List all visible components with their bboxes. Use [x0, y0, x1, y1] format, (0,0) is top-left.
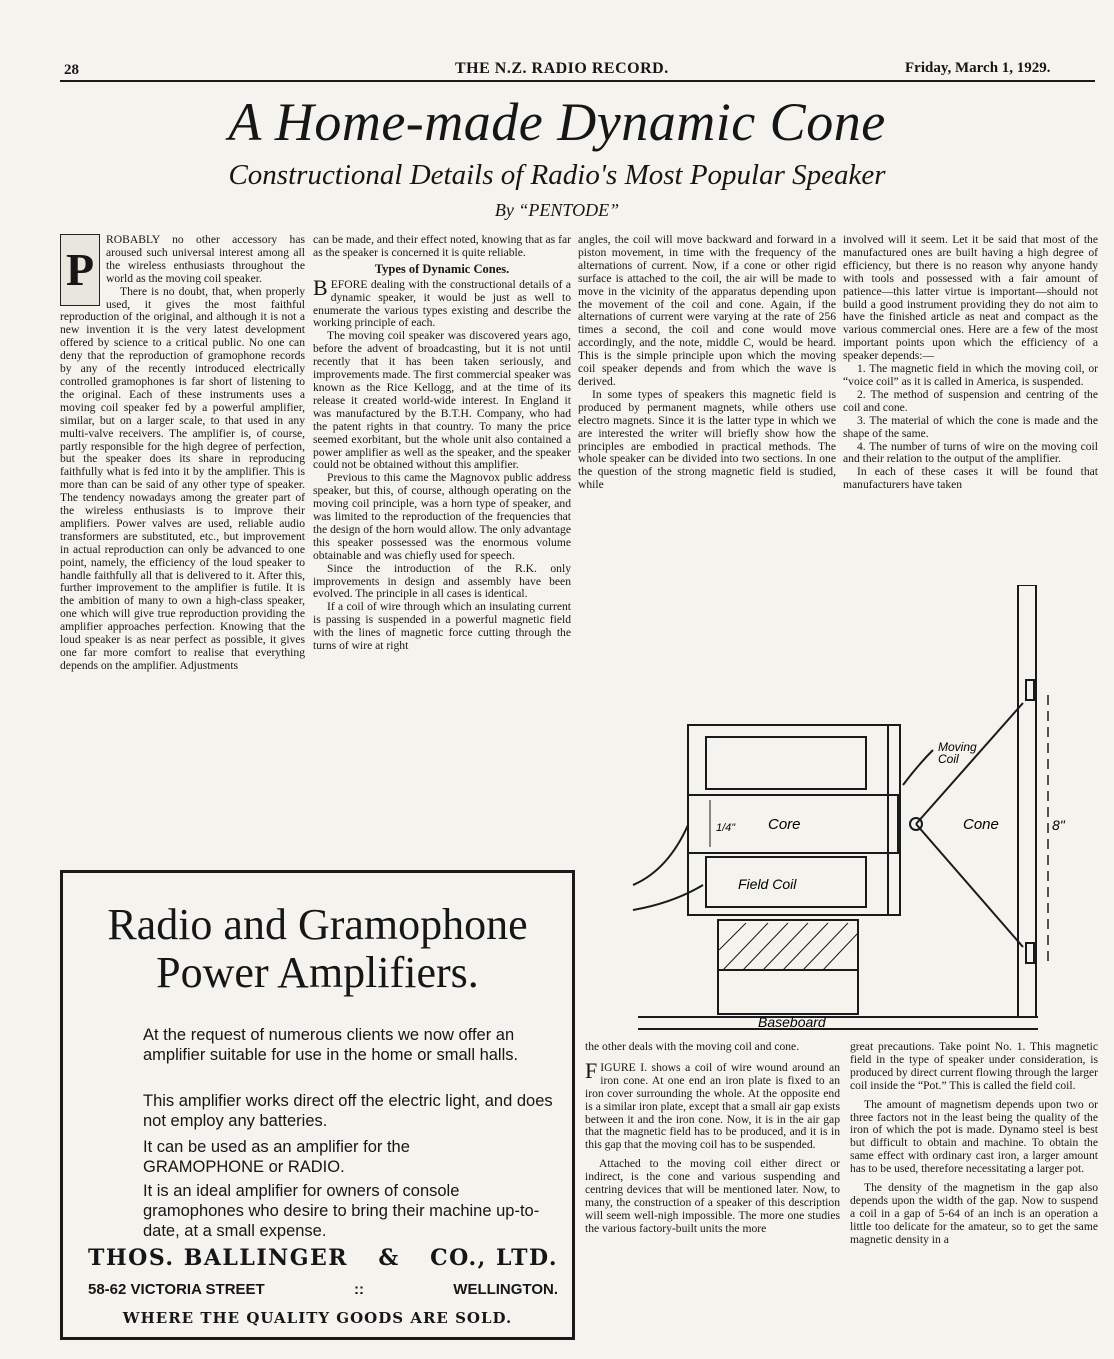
paragraph: can be made, and their effect noted, knowing that as far as the speaker is concerned it is quite reliable.: [313, 234, 571, 259]
ad-headline-line-2: Power Amplifiers.: [156, 948, 479, 997]
paragraph: 3. The material of which the cone is made and the shape of the same.: [843, 413, 1098, 440]
paragraph: ROBABLY no other accessory has aroused such universal interest among all the wireless enthusiasts throughout the world as the moving coil speaker.: [106, 234, 305, 285]
paragraph: The moving coil speaker was discovered years ago, before the advent of broadcasting, but it is not until recently that it has been taken seriously, and improvements made. The first commercial speaker was known as the Rice Kellogg, and at the time of its release it created world-wide interest. In England it was manufactured by the B.T.H. Company, who had the patent rights in that country. To many the price seemed exorbitant, but the whole unit also contained a power amplifier as well as the speaker, and the speaker could not be obtained without this amplifier.: [313, 329, 571, 472]
paragraph: BEFORE dealing with the constructional details of a dynamic speaker, it would be just as well to enumerate the various types existing and describe the working principle of each.: [313, 274, 571, 330]
advertisement-box: [60, 870, 575, 1340]
article-column-2: [313, 234, 571, 854]
label-coil: Coil: [938, 752, 959, 766]
ad-paragraph: It is an ideal amplifier for owners of console gramophones who desire to bring their machine up-to-date, at a small expense.: [143, 1182, 540, 1240]
paragraph: involved will it seem. Let it be said that most of the manufactured ones are built having a high degree of efficiency, but there is no reason why anyone handy with tools and possessed with a fair amount of patience—this latter virtue is important—should not build a good instrument providing they do not aim to have the finished article as neat and compact as the various commercial ones. Here are a few of the most important points upon which the efficiency of a speaker depends:—: [843, 234, 1098, 363]
article-column-5: [585, 1041, 840, 1351]
address-separator: ::: [354, 1281, 364, 1298]
label-cone: Cone: [963, 816, 999, 833]
dropcap: B: [313, 274, 328, 300]
cone-line-lower: [916, 824, 1023, 947]
article-column-6: [850, 1041, 1098, 1351]
paragraph: great precautions. Take point No. 1. This magnetic field in the type of speaker under consideration, is produced by direct current flowing through the larger coil inside the “Pot.” This is called the field coil.: [850, 1041, 1098, 1092]
paragraph: 2. The method of suspension and centring of the coil and cone.: [843, 387, 1098, 414]
article-subtitle: Constructional Details of Radio's Most Popular Speaker: [228, 159, 886, 191]
paragraph: In each of these cases it will be found that manufacturers have taken: [843, 465, 1098, 492]
paragraph: The density of the magnetism in the gap also depends upon the width of the gap. Now to suspend a coil in a gap of 5-64 of an inch is an operation a little too delicate for the amateur, so to get the same magnetic density in a: [850, 1181, 1098, 1246]
header-rule: [60, 80, 1095, 82]
ad-paragraph: At the request of numerous clients we now offer an amplifier suitable for use in the home or small halls.: [143, 1026, 519, 1064]
label-cone-dimension: 8": [1052, 817, 1065, 833]
company-name-part: CO., LTD.: [430, 1245, 558, 1271]
dropcap: F: [585, 1057, 598, 1083]
section-heading: Types of Dynamic Cones.: [374, 261, 510, 276]
paragraph: 4. The number of turns of wire on the moving coil and their relation to the output of the amplifier.: [843, 439, 1098, 466]
page-number: 28: [64, 62, 79, 78]
company-name-part: THOS. BALLINGER: [88, 1245, 349, 1271]
paragraph: FIGURE I. shows a coil of wire wound around an iron cone. At one end an iron plate is fixed to an iron cover surrounding the whole. At the opposite end is a similar iron plate, except that a small air gap exists between it and the iron cone. Now, it is in the air gap that the magnetic field has to be produced, and it is in this gap that the moving coil has to be suspended.: [585, 1057, 840, 1152]
bracket-upper: [1026, 680, 1034, 700]
label-core: Core: [768, 816, 801, 833]
cone-line-upper: [916, 703, 1023, 824]
publication-name: THE N.Z. RADIO RECORD.: [455, 60, 669, 77]
article-byline: By “PENTODE”: [494, 200, 620, 220]
decorative-dropcap: P: [60, 234, 100, 306]
ad-paragraph: It can be used as an amplifier for the GRAMOPHONE or RADIO.: [143, 1138, 410, 1176]
ad-address: [88, 1281, 558, 1298]
paragraph: The amount of magnetism depends upon two or three factors not in the least being the quality of the iron of which the pot is made. Dynamo steel is best but difficult to obtain and machine. To obtain the same effect with ordinary cast iron, a larger amount has to be used, therefore necessitating a larger pot.: [850, 1097, 1098, 1176]
label-baseboard: Baseboard: [758, 1014, 826, 1030]
paragraph: If a coil of wire through which an insulating current is passing is suspended in a powerful magnetic field with the lines of magnetic force cutting through the turns of wire at right: [313, 600, 571, 653]
paragraph: In some types of speakers this magnetic field is produced by permanent magnets, while others use electro magnets. Since it is the latter type in which we are interested the writer will briefly show how the principles are embodied in practical methods. The whole speaker can be divided into two sections. In one the question of the strong magnetic field is studied, while: [578, 387, 836, 492]
issue-date: Friday, March 1, 1929.: [905, 60, 1051, 76]
paragraph: Since the introduction of the R.K. only improvements in design and assembly have been evolved. The principle in all cases is identical.: [313, 561, 571, 601]
article-column-3: [578, 234, 836, 580]
dynamic-cone-diagram: [578, 585, 1098, 1040]
paragraph: Previous to this came the Magnovox public address speaker, but this, of course, although operating on the moving coil principle, was a horn type of speaker, and was limited to the reproduction of the frequencies that the design of the horn would allow. The only advantage this speaker possessed was the enormous volume obtainable and was chiefly used for speech.: [313, 471, 571, 562]
address-city: WELLINGTON.: [453, 1281, 558, 1298]
label-gap-dimension: 1/4": [716, 822, 736, 834]
ad-slogan: WHERE THE QUALITY GOODS ARE SOLD.: [122, 1309, 513, 1327]
ad-paragraph: This amplifier works direct off the electric light, and does not employ any batteries.: [143, 1092, 553, 1130]
bracket-lower: [1026, 943, 1034, 963]
paragraph: angles, the coil will move backward and forward in a piston movement, in time with the frequency of the alternations of current. Now, if a cone or other rigid surface is attached to the coil, the air will be made to move in the vicinity of the apparatus depending upon the movement of the coil and cone. Again, if the alternations of current were varying at the rate of 256 times a second, the coil and cone would move accordingly, and the note, middle C, would be heard. This is the simple principle upon which the moving coil speaker depends and from which the wave is derived.: [578, 234, 836, 388]
ad-headline: [63, 901, 572, 997]
support-base: [718, 970, 858, 1014]
label-moving: Moving: [938, 740, 977, 754]
ad-company-name: [88, 1245, 558, 1271]
field-coil-upper: [706, 737, 866, 789]
ad-headline-line-1: Radio and Gramophone: [107, 900, 528, 949]
pointer-core: [633, 825, 688, 885]
article-column-1: [60, 234, 305, 854]
support-block: [718, 920, 858, 970]
hatching: [719, 923, 858, 970]
company-ampersand: &: [378, 1245, 400, 1271]
pointer-coil: [633, 885, 703, 910]
paragraph: There is no doubt, that, when properly used, it gives the most faithful reproduction of the original, and although it is not a new invention it is the very latest development offered by science to a critical public. No one can deny that the reproduction of gramophone records by any of the recently introduced electrically controlled gramophones is far short of listening to the original. Each of these instruments uses a moving coil speaker fed by a powerful amplifier, similar, but on a larger scale, to that used in any multi-valve receivers. The amplifier is, of course, partly responsible for the high degree of perfection, but the speaker does its share in reproducing faithfully what is fed into it by the amplifier. This is more than can be said of any other type of speaker. The tendency nowadays among the greater part of the wireless enthusiasts is to improve their amplifiers. Power valves are used, reliable audio transformers are substituted, etc., but improvement in actual reproduction can only be advanced to one point, namely, the efficiency of the loud speaker to handle faithfully all that is delivered to it. After this, further improvement to the amplifier is futile. It is the ambition of many to own a high-class speaker, one which will give true reproduction providing the amplifier approaches perfection. Knowing that the loud speaker is as near perfect as possible, it gives one far more comfort to realise that everything depends on the amplifier. Adjustments: [60, 284, 305, 672]
address-street: 58-62 VICTORIA STREET: [88, 1281, 265, 1298]
article-column-4: [843, 234, 1098, 580]
paragraph: Attached to the moving coil either direct or indirect, is the cone and various suspending and centring devices that will be mentioned later. Now, to many, the construction of a speaker of this description will seem well-nigh impossible. The more one studies the various factory-built units the more: [585, 1157, 840, 1235]
label-field-coil: Field Coil: [738, 876, 797, 892]
paragraph: the other deals with the moving coil and cone.: [585, 1041, 800, 1053]
article-title: A Home-made Dynamic Cone: [228, 92, 886, 152]
paragraph: 1. The magnetic field in which the moving coil, or “voice coil” as it is called in America, is suspended.: [843, 362, 1098, 388]
pointer-moving-coil: [903, 750, 933, 785]
